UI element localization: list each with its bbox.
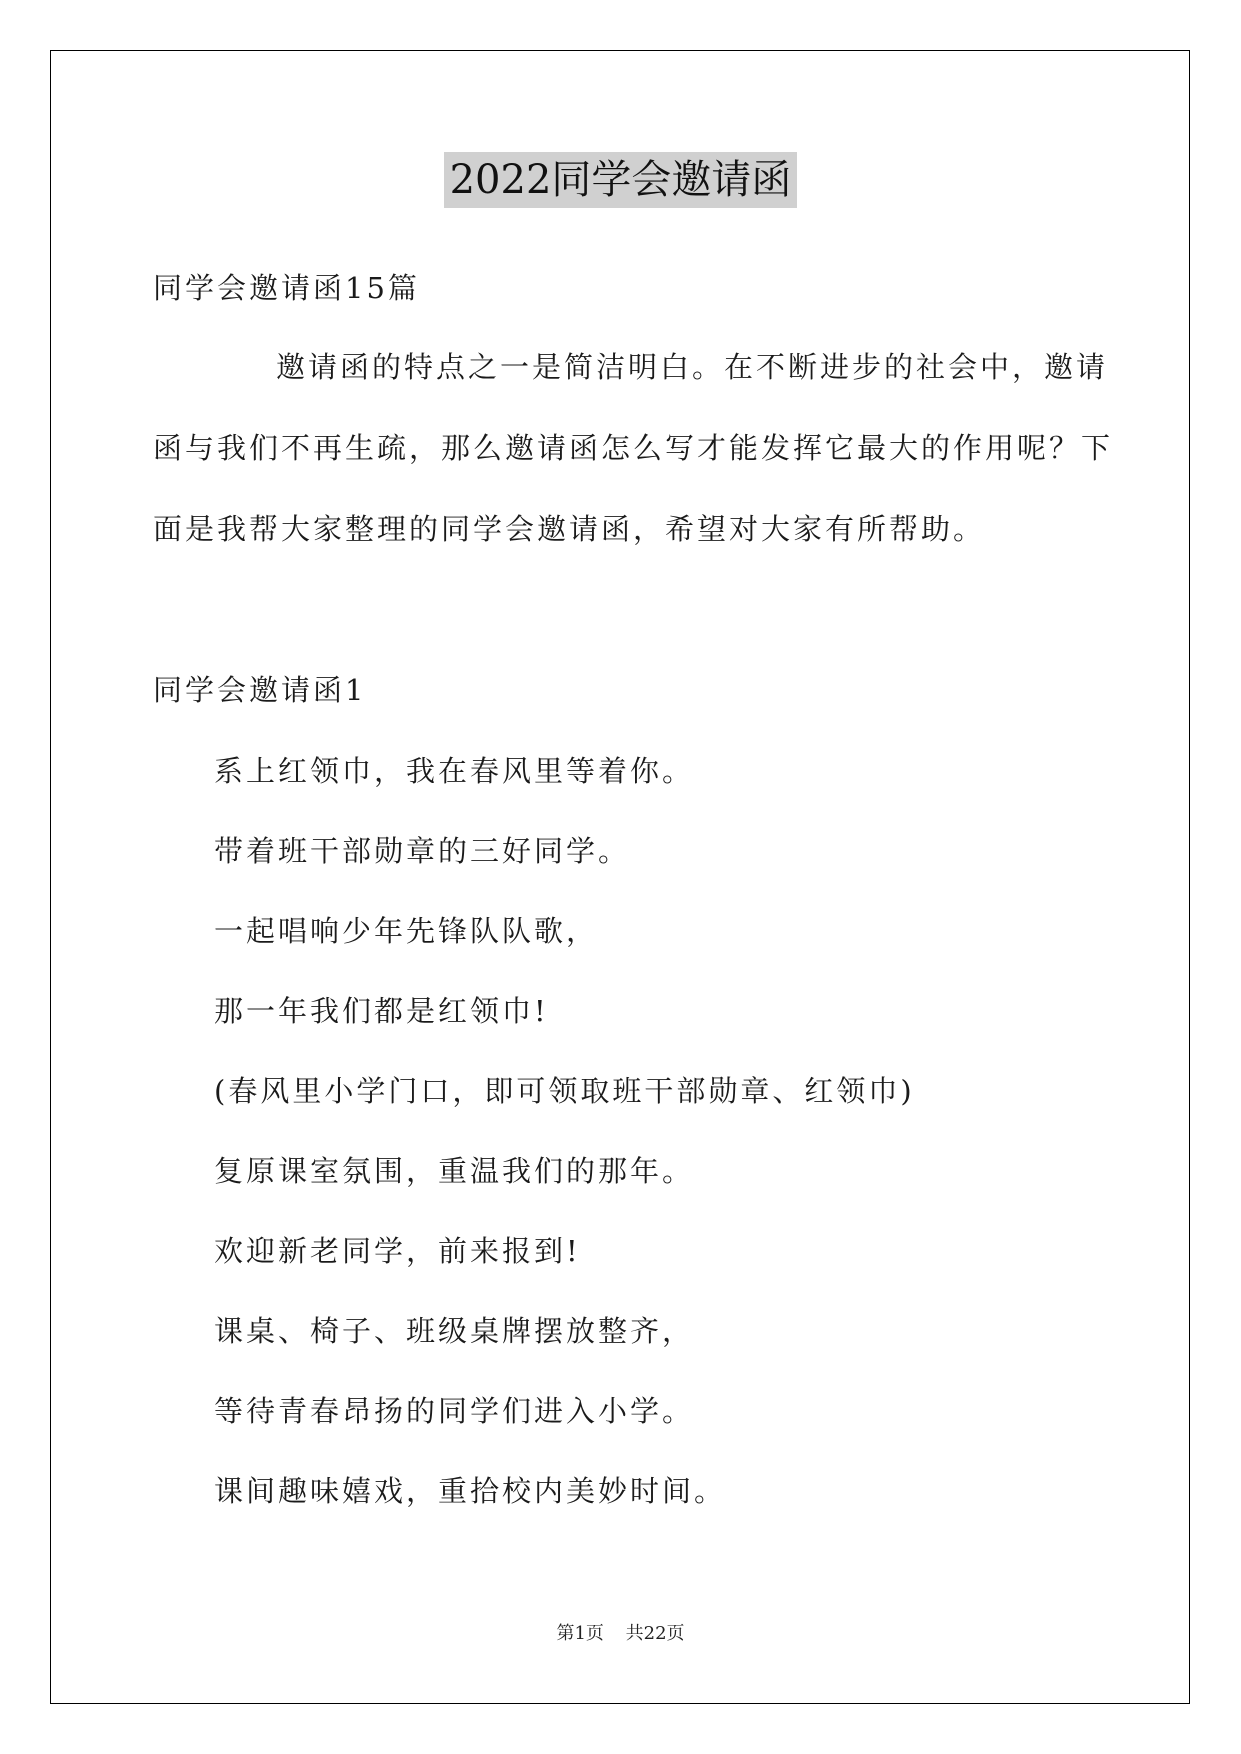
verse-line: 复原课室氛围，重温我们的那年。 [214, 1154, 695, 1188]
intro-line-2: 函与我们不再生疏，那么邀请函怎么写才能发挥它最大的作用呢？下 [153, 431, 1114, 465]
page-footer [0, 1622, 1241, 1646]
verse-line: 带着班干部勋章的三好同学。 [214, 834, 631, 868]
verse-line: 课桌、椅子、班级桌牌摆放整齐， [214, 1314, 695, 1348]
verse-line: 系上红领巾，我在春风里等着你。 [214, 754, 695, 788]
document-subtitle: 同学会邀请函15篇 [153, 271, 420, 305]
intro-line-1: 邀请函的特点之一是简洁明白。在不断进步的社会中，邀请 [276, 350, 1109, 384]
verse-line: (春风里小学门口，即可领取班干部勋章、红领巾) [214, 1074, 915, 1108]
verse-line: 课间趣味嬉戏，重拾校内美妙时间。 [214, 1474, 727, 1508]
section-heading: 同学会邀请函1 [153, 673, 367, 707]
document-title: 2022同学会邀请函 [444, 152, 798, 208]
page-number: 第1页 [556, 1623, 604, 1644]
title-container [0, 152, 1241, 208]
verse-line: 那一年我们都是红领巾! [214, 994, 549, 1028]
verse-line: 等待青春昂扬的同学们进入小学。 [214, 1394, 695, 1428]
intro-line-3: 面是我帮大家整理的同学会邀请函，希望对大家有所帮助。 [153, 512, 986, 546]
verse-line: 一起唱响少年先锋队队歌， [214, 914, 599, 948]
page-total: 共22页 [625, 1623, 685, 1644]
verse-line: 欢迎新老同学，前来报到! [214, 1234, 581, 1268]
